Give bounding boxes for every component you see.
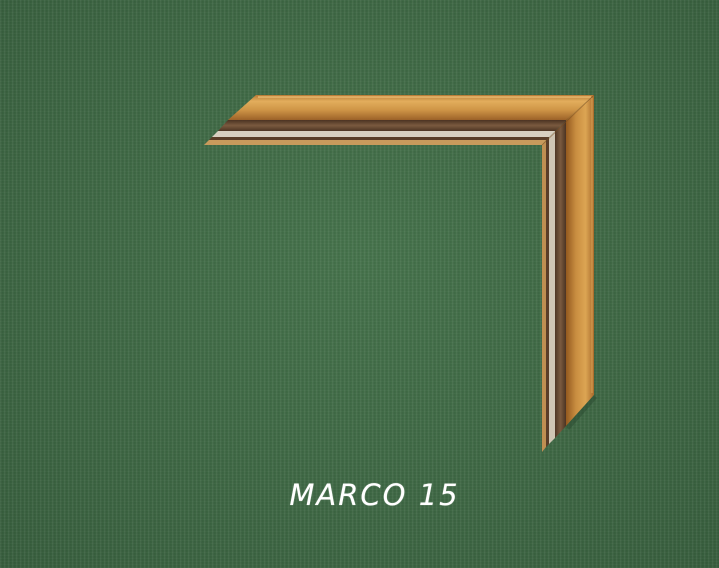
silver-band-top — [212, 131, 555, 137]
wood-band-top — [228, 95, 594, 120]
silver-band-side — [549, 131, 555, 444]
brown-band-side — [555, 120, 566, 438]
frame-model-caption: MARCO 15 — [289, 478, 460, 512]
inner-lip-side — [542, 140, 546, 452]
groove-top — [209, 137, 549, 140]
wood-band-side — [566, 95, 594, 426]
inner-lip-top — [204, 140, 546, 145]
groove-side — [546, 137, 549, 447]
brown-band-top — [218, 120, 566, 131]
